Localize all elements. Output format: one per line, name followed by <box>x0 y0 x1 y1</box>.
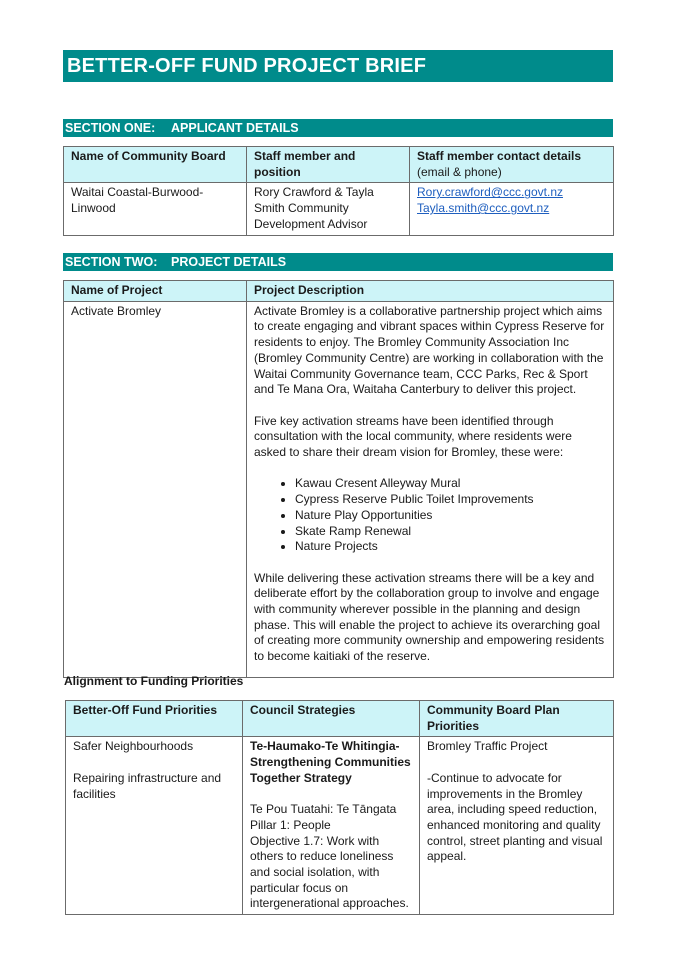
email-link-tayla[interactable]: Tayla.smith@ccc.govt.nz <box>417 201 550 216</box>
description-paragraph-3: While delivering these activation streams there will be a key and deliberate effort by the collaboration group to involve and engage with community wherever possible in the planning and design phase. This will enable the project to achieve its overarching goal of creating more community ownership and empowering residents to become kaitiaki of the reserve. <box>254 570 605 664</box>
board-plan-cell <box>420 737 614 915</box>
applicant-details-table <box>63 146 614 236</box>
community-board-value: Waitai Coastal-Burwood-Linwood <box>64 183 247 235</box>
table-header-row <box>64 147 614 183</box>
list-item: • Skate Ramp Renewal <box>295 524 607 540</box>
table-row <box>64 183 614 235</box>
activation-streams-list <box>254 476 607 555</box>
table-row <box>64 301 614 677</box>
page-title: BETTER-OFF FUND PROJECT BRIEF <box>63 50 613 82</box>
header-project-name: Name of Project <box>64 281 247 302</box>
section-one-name: APPLICANT DETAILS <box>171 121 299 135</box>
section-one-number: SECTION ONE: <box>65 121 156 135</box>
list-item: • Nature Play Opportunities <box>295 508 607 524</box>
description-paragraph-2: Five key activation streams have been identified through consultation with the local community, where residents were asked to share their dream vision for Bromley, these were: <box>254 413 572 460</box>
header-contact-sub: (email & phone) <box>417 164 502 179</box>
project-details-table <box>63 280 614 678</box>
list-item: • Kawau Cresent Alleyway Mural <box>295 476 607 492</box>
priorities-cell <box>66 737 243 915</box>
project-description-value <box>247 301 614 677</box>
strategy-pou: Te Pou Tuatahi: Te Tāngata <box>250 802 397 817</box>
strategies-cell <box>243 737 420 915</box>
alignment-table <box>65 700 614 915</box>
header-contact-label: Staff member contact details <box>417 149 582 163</box>
header-strategies: Council Strategies <box>243 701 420 737</box>
description-paragraph-1: Activate Bromley is a collaborative partnership project which aims to create engaging and vibrant spaces within Cypress Reserve for residents to enjoy. The Bromley Community Association Inc (Bromley Community Centre) are working in collaboration with the Waitai Community Governance team, CCC Parks, Rec & Sport and Te Mana Ora, Waitaha Canterbury to deliver this project. <box>254 303 605 397</box>
plan-text: -Continue to advocate for improvements in the Bromley area, including speed reduction, enhanced monitoring and quality control, street planting and visual appeal. <box>427 770 603 864</box>
table-header-row <box>64 281 614 302</box>
header-contact <box>410 147 614 183</box>
section-one-header <box>63 119 613 137</box>
strategy-objective: Objective 1.7: Work with others to reduce loneliness and social isolation, with particular focus on intergenerational approaches. <box>250 833 409 911</box>
email-link-rory[interactable]: Rory.crawford@ccc.govt.nz <box>417 185 563 200</box>
section-two-header <box>63 253 613 271</box>
strategy-title: Te-Haumako-Te Whitingia-Strengthening Communities Together Strategy <box>250 739 411 785</box>
header-priorities: Better-Off Fund Priorities <box>66 701 243 737</box>
plan-title: Bromley Traffic Project <box>427 739 548 754</box>
project-name-value: Activate Bromley <box>64 301 247 677</box>
contact-value <box>410 183 614 235</box>
section-two-name: PROJECT DETAILS <box>171 255 287 269</box>
table-header-row <box>66 701 614 737</box>
header-board-plan: Community Board Plan Priorities <box>420 701 614 737</box>
table-row <box>66 737 614 915</box>
header-project-description: Project Description <box>247 281 614 302</box>
header-community-board: Name of Community Board <box>64 147 247 183</box>
priority-safer-neighbourhoods: Safer Neighbourhoods <box>73 739 194 754</box>
section-two-number: SECTION TWO: <box>65 255 158 269</box>
priority-repairing-infrastructure: Repairing infrastructure and facilities <box>73 770 222 801</box>
header-staff: Staff member and position <box>247 147 410 183</box>
alignment-heading: Alignment to Funding Priorities <box>64 674 244 688</box>
list-item: • Nature Projects <box>295 539 607 555</box>
strategy-pillar: Pillar 1: People <box>250 817 331 832</box>
list-item: • Cypress Reserve Public Toilet Improvements <box>295 492 607 508</box>
staff-value: Rory Crawford & Tayla Smith Community Development Advisor <box>247 183 410 235</box>
